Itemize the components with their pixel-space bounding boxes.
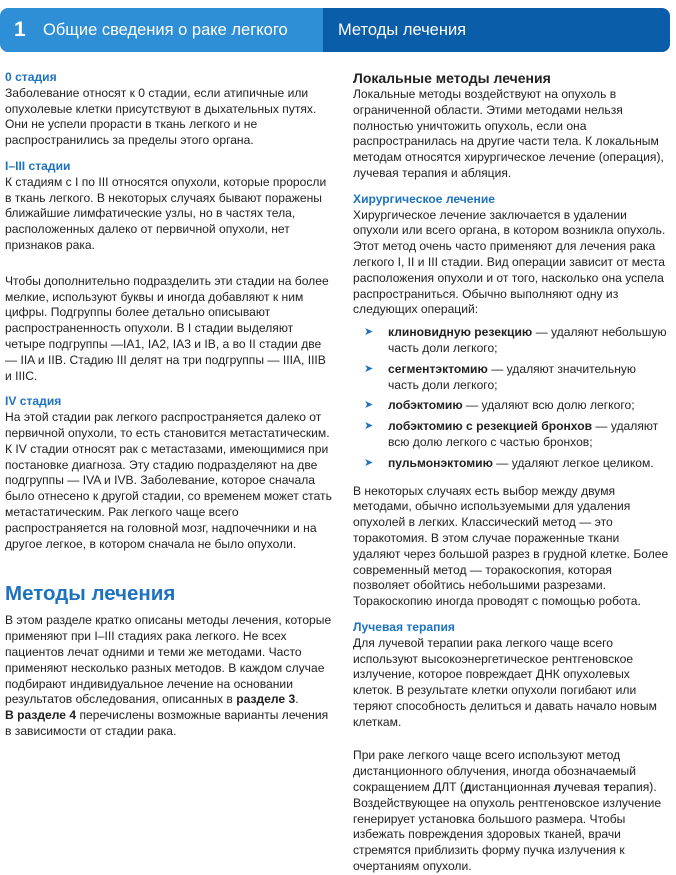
section-title: Методы лечения [338,21,467,39]
right-column [353,70,669,875]
list-item: ➤ пульмонэктомию — удаляют легкое целиком. [364,455,654,470]
left-column [5,70,335,740]
surgery-text: Хирургическое лечение заключается в удалении опухоли или всего органа, в котором возникла опухоль. Этот метод очень часто применяют для лечения рака легкого I, II и III стадии. Вид операции зависит от места расположения опухоли и от того, насколько она успела распространиться. Обычно выполняют одну из следующих операций: [353,207,666,317]
chapter-tab [0,8,323,52]
radiation-dlt-text: При раке легкого чаще всего используют метод дистанционного облучения, иногда обозначаемый сокращением ДЛТ (дистанционная лучевая терапия). Воздействующее на опухоль рентгеновское излучение генерирует установка большого размера. Чтобы избежать повреждения здоровых тканей, врачи стремятся приблизить форму пучка излучения к очертаниям опухоли. [353,748,662,874]
stage0-heading: 0 стадия [5,70,57,84]
arrow-right-icon: ➤ [364,326,374,339]
list-item: ➤ лобэктомию с резекцией бронхов — удаляют всю долю легкого с частью бронхов; [364,419,659,449]
local-methods-heading: Локальные методы лечения [353,70,551,86]
chapter-number: 1 [14,18,26,41]
stage0-text: Заболевание относят к 0 стадии, если атипичные или опухолевые клетки присутствуют в дыхательных путях. Они не успели прорасти в ткань легкого и не распространились за пределы этого органа. [5,85,317,148]
stage1-3-heading: I–III стадии [5,158,71,173]
stage1-3-text: К стадиям с I по III относятся опухоли, которые проросли в ткань легкого. В некоторых случаях бывают поражены ближайшие лимфатические узлы, но в частях тела, расположенных далеко от первичной опухоли, нет признаков рака. [5,174,327,252]
radiation-text: Для лучевой терапии рака легкого чаще всего используют высокоэнергетическое рентгеновское излучение, которое повреждает ДНК опухолевых клеток. В результате клетки опухоли погибают или теряют способность делиться и давать начало новым клеткам. [353,635,657,729]
stage1-3-subgroups-text: Чтобы дополнительно подразделить эти стадии на более мелкие, используют буквы и иногда добавляют к ним цифры. Подгруппы более детально описывают распространенность опухоли. В I стадии выделяют четыре подгруппы —IA1, IA2, IA3 и IB, а во II стадии две — IIA и IIB. Стадию III делят на три подгруппы — IIIA, IIIB и IIIC. [5,273,329,383]
local-methods-text: Локальные методы воздействуют на опухоль в ограниченной области. Этими методами нельзя полностью уничтожить опухоль, если она распространилась на другие части тела. К локальным методам относятся хирургическое лечение (операция), лучевая терапия и абляция. [353,87,664,180]
arrow-right-icon: ➤ [364,362,374,375]
radiation-heading: Лучевая терапия [353,619,455,634]
arrow-right-icon: ➤ [364,456,374,469]
chapter-title: Общие сведения о раке легкого [43,21,288,39]
list-item: ➤ лобэктомию — удаляют всю долю легкого; [364,398,635,413]
arrow-right-icon: ➤ [364,399,374,412]
methods-text-section4: В разделе 4 перечислены возможные варианты лечения в зависимости от стадии рака. [5,708,329,738]
surgery-heading: Хирургическое лечение [353,191,495,206]
page-header [0,8,670,52]
methods-text: В этом разделе кратко описаны методы лечения, которые применяют при I–III стадиях рака легкого. Не всех пациентов лечат одними и теми же методами. Часто применяют несколько разных методов. В каждом случае подбирают индивидуальное лечение на основании результатов обследования, описанных в разделе 3. [5,613,332,707]
section-tab [323,8,670,52]
list-item: ➤ сегментэктомию — удаляют значительную часть доли легкого; [364,361,636,392]
stage4-heading: IV стадия [5,394,62,409]
surgery-methods-text: В некоторых случаях есть выбор между двумя методами, обычно используемыми для удаления опухолей в легких. Классический метод — это торакотомия. В этом случае пораженные ткани удаляют через большой разрез в грудной клетке. Более современный метод — торакоскопия, которая позволяет обойтись небольшими разрезами. Торакоскопию иногда проводят с помощью робота. [353,483,669,609]
surgery-list [353,325,669,471]
stage4-text: На этой стадии рак легкого распространяется далеко от первичной опухоли, то есть становится метастатическим. К IV стадии относят рак с метастазами, имеющимися при постановке диагноза. Эту стадию подразделяют на две подгруппы — IVA и IVB. Заболевание, которое сначала было отнесено к другой стадии, со временем может стать метастатическим. Рак легкого чаще всего распространяется на головной мозг, надпочечники и на другое легкое, в котором сначала не было опухоли. [5,410,332,551]
methods-heading: Методы лечения [5,582,176,606]
arrow-right-icon: ➤ [364,420,374,433]
list-item: ➤ клиновидную резекцию — удаляют небольшую часть доли легкого; [364,325,667,355]
